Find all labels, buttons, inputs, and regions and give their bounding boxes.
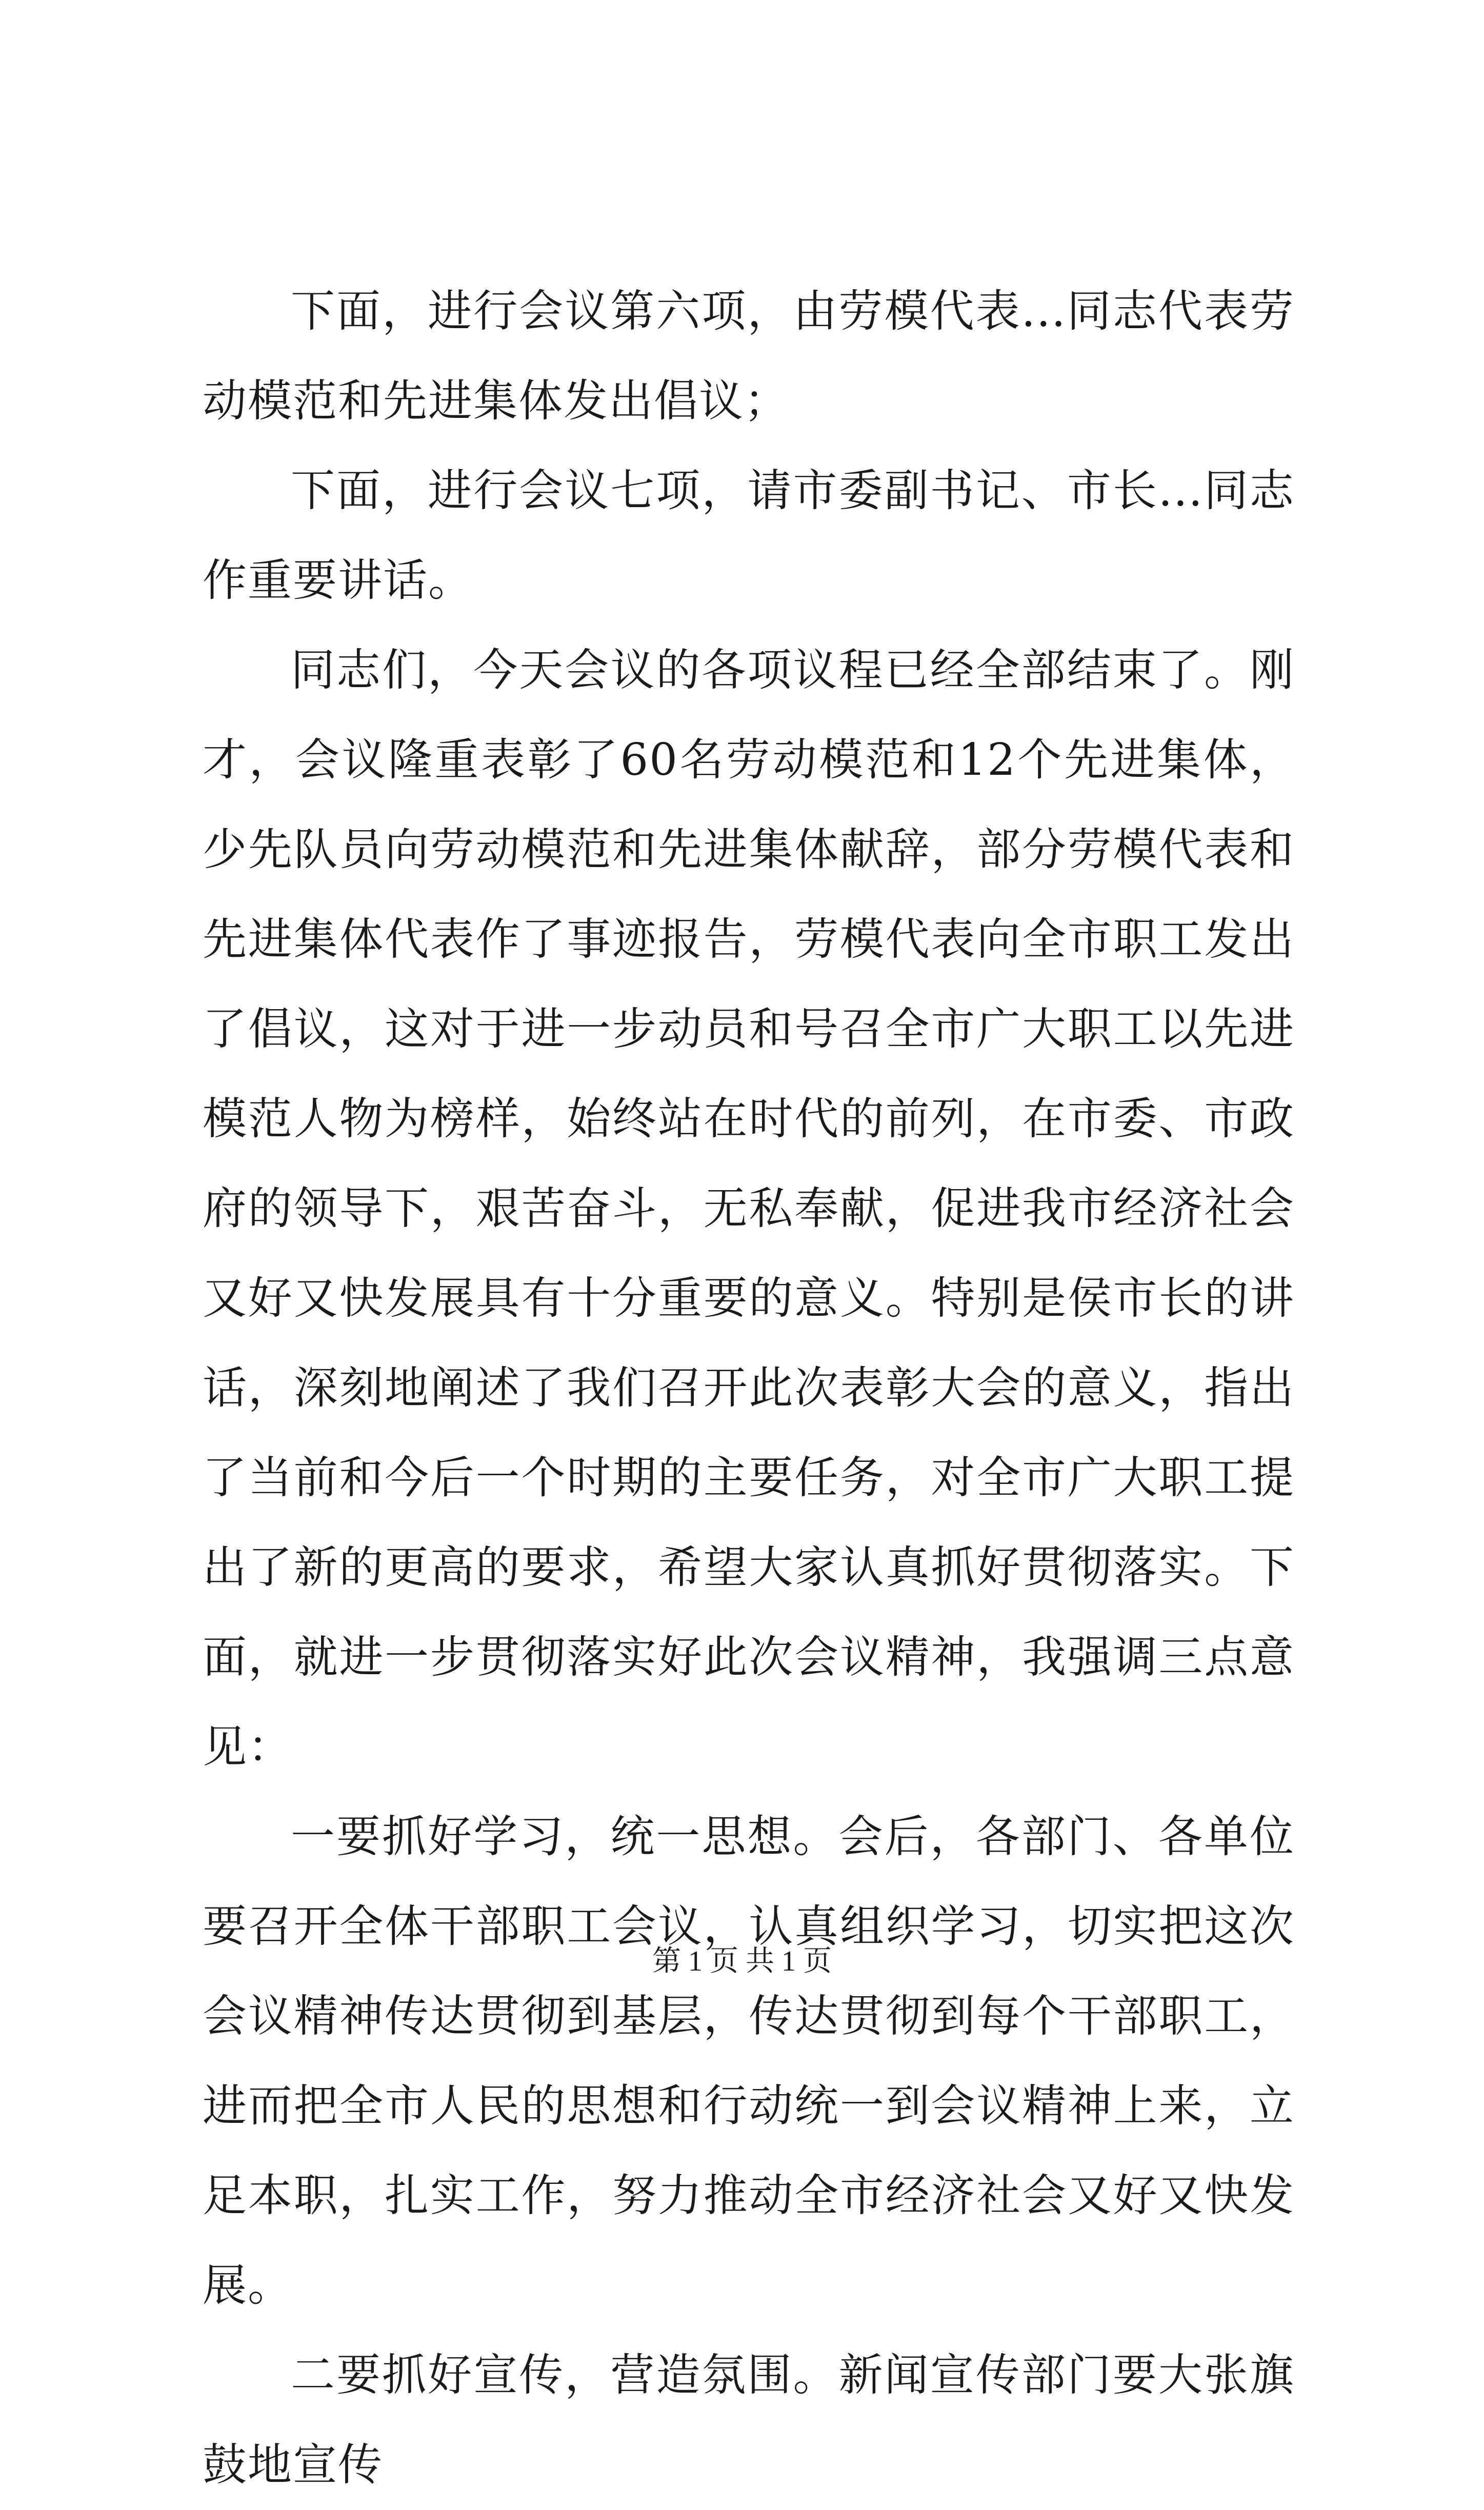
document-body [203,267,1295,2510]
paragraph: 二要抓好宣传，营造氛围。新闻宣传部门要大张旗鼓地宣传 [203,2350,1295,2491]
paragraph: 下面，进行会议第六项，由劳模代表...同志代表劳动模范和先进集体发出倡议； [203,286,1295,427]
paragraph: 同志们，今天会议的各项议程已经全部结束了。刚才，会议隆重表彰了60名劳动模范和12个先进集体，少先队员向劳动模范和先进集体献辞，部分劳模代表和先进集体代表作了事迹报告，劳模代表向全市职工发出了倡议，这对于进一步动员和号召全市广大职工以先进模范人物为榜样，始终站在时代的前列，在市委、市政府的领导下，艰苦奋斗，无私奉献，促进我市经济社会又好又快发展具有十分重要的意义。特别是侯市长的讲话，深刻地阐述了我们召开此次表彰大会的意义，指出了当前和今后一个时期的主要任务，对全市广大职工提出了新的更高的要求，希望大家认真抓好贯彻落实。下面，就进一步贯彻落实好此次会议精神，我强调三点意见： [203,645,1295,1773]
page-footer: 第 1 页 共 1 页 [652,1945,832,1977]
paragraph: 一要抓好学习，统一思想。会后，各部门、各单位要召开全体干部职工会议，认真组织学习，切实把这次会议精神传达贯彻到基层，传达贯彻到每个干部职工，进而把全市人民的思想和行动统一到会议精神上来，立足本职，扎实工作，努力推动全市经济社会又好又快发展。 [203,1811,1295,2311]
paragraph: 下面，进行会议七项，请市委副书记、市长...同志作重要讲话。 [203,465,1295,606]
